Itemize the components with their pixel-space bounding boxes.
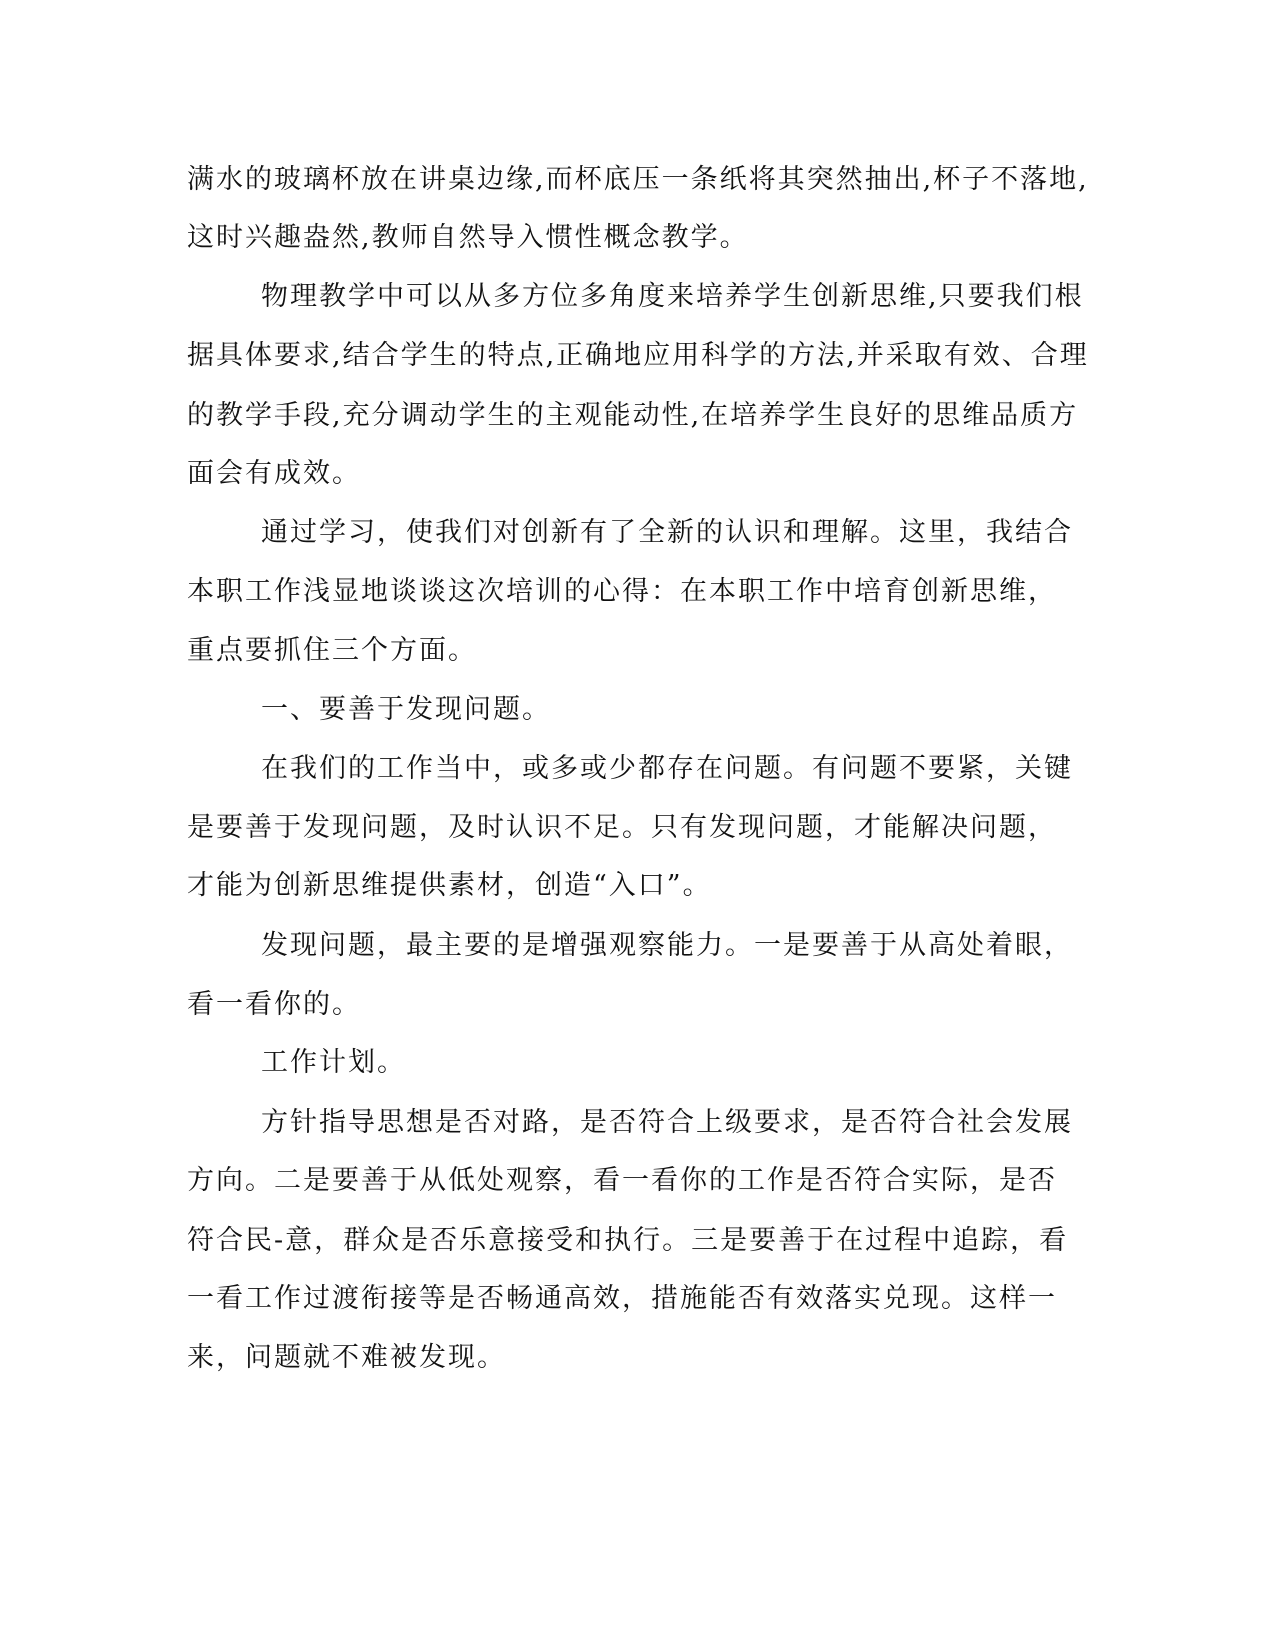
paragraph-2-line-1: 物理教学中可以从多方位多角度来培养学生创新思维,只要我们根 — [261, 281, 1084, 312]
paragraph-2-line-3: 的教学手段,充分调动学生的主观能动性,在培养学生良好的思维品质方 — [187, 400, 1079, 431]
paragraph-8-line-4: 一看工作过渡衔接等是否畅通高效，措施能否有效落实兑现。这样一 — [187, 1283, 1057, 1314]
paragraph-5-line-3: 才能为创新思维提供素材，创造“入口”。 — [187, 870, 712, 901]
paragraph-3-line-3: 重点要抓住三个方面。 — [187, 635, 477, 666]
paragraph-8-line-1: 方针指导思想是否对路，是否符合上级要求，是否符合社会发展 — [261, 1107, 1073, 1138]
paragraph-7-line-1: 工作计划。 — [261, 1047, 406, 1078]
paragraph-8-line-5: 来，问题就不难被发现。 — [187, 1342, 506, 1373]
paragraph-2-line-4: 面会有成效。 — [187, 458, 361, 489]
paragraph-1-line-2: 这时兴趣盎然,教师自然导入惯性概念教学。 — [187, 222, 749, 253]
paragraph-6-line-1: 发现问题，最主要的是增强观察能力。一是要善于从高处着眼， — [261, 930, 1073, 961]
paragraph-6-line-2: 看一看你的。 — [187, 989, 361, 1020]
paragraph-8-line-2: 方向。二是要善于从低处观察，看一看你的工作是否符合实际，是否 — [187, 1165, 1057, 1196]
paragraph-3-line-2: 本职工作浅显地谈谈这次培训的心得：在本职工作中培育创新思维， — [187, 576, 1057, 607]
section-heading-1: 一、要善于发现问题。 — [261, 694, 551, 725]
paragraph-3-line-1: 通过学习，使我们对创新有了全新的认识和理解。这里，我结合 — [261, 517, 1073, 548]
paragraph-1-line-1: 满水的玻璃杯放在讲桌边缘,而杯底压一条纸将其突然抽出,杯子不落地, — [187, 164, 1089, 195]
paragraph-8-line-3: 符合民-意，群众是否乐意接受和执行。三是要善于在过程中追踪，看 — [187, 1225, 1069, 1256]
paragraph-2-line-2: 据具体要求,结合学生的特点,正确地应用科学的方法,并采取有效、合理 — [187, 340, 1089, 371]
paragraph-5-line-1: 在我们的工作当中，或多或少都存在问题。有问题不要紧，关键 — [261, 753, 1073, 784]
paragraph-5-line-2: 是要善于发现问题，及时认识不足。只有发现问题，才能解决问题， — [187, 812, 1057, 843]
